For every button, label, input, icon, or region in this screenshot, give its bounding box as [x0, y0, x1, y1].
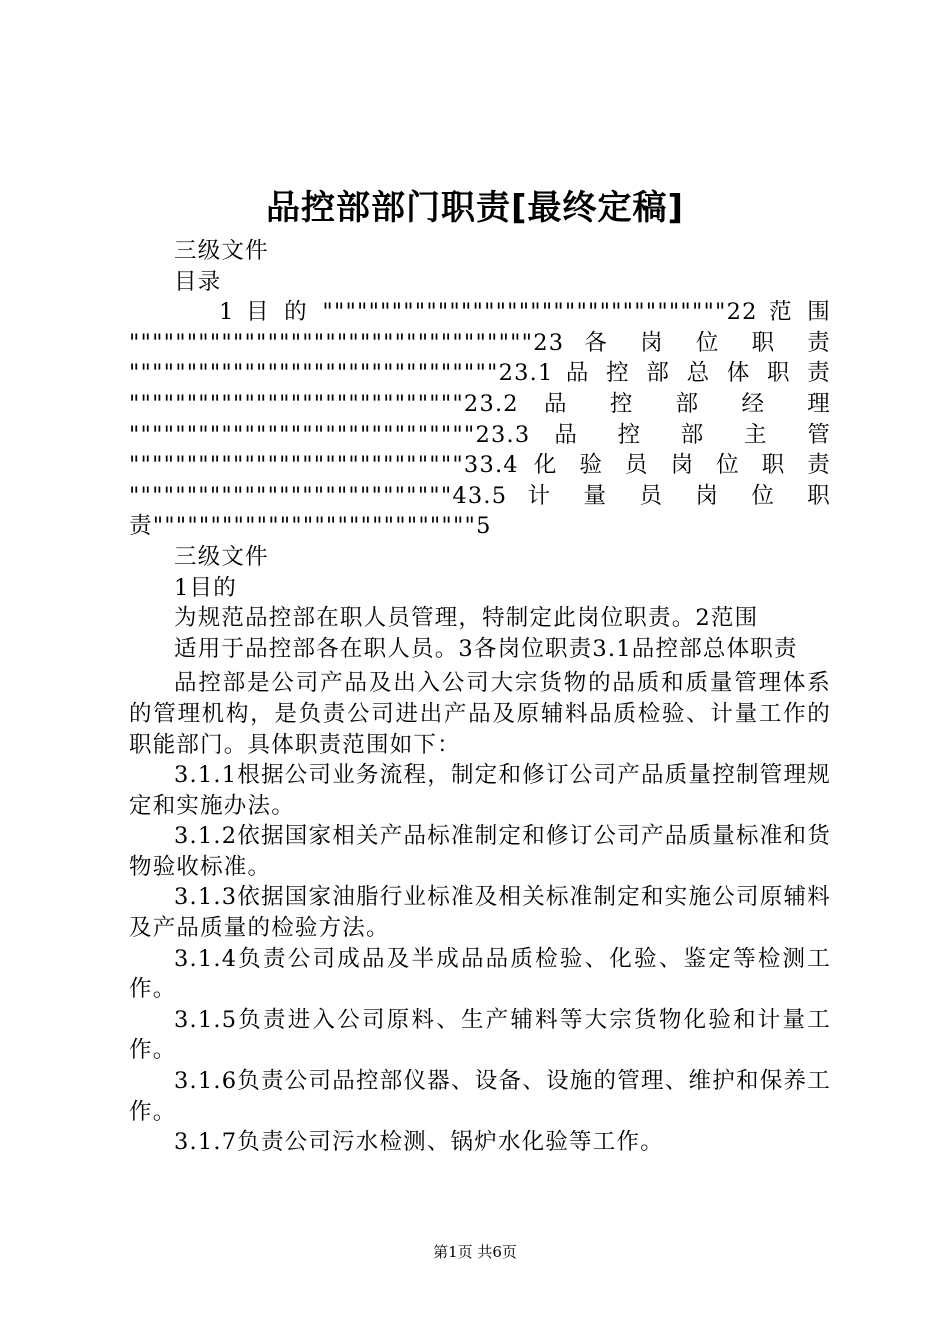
- paragraph-purpose: 为规范品控部在职人员管理，特制定此岗位职责。2范围: [174, 605, 759, 632]
- document-title: 品控部部门职责[最终定稿]: [265, 188, 685, 228]
- clause-3-1-3: 3.1.3依据国家油脂行业标准及相关标准制定和实施公司原辅料及产品质量的检验方法。: [129, 884, 831, 942]
- toc-heading: 目录: [174, 268, 222, 295]
- clause-3-1-1: 3.1.1根据公司业务流程，制定和修订公司产品质量控制管理规定和实施办法。: [129, 762, 831, 819]
- section-heading-purpose: 1目的: [174, 574, 237, 601]
- clause-3-1-6: 3.1.6负责公司品控部仪器、设备、设施的管理、维护和保养工作。: [129, 1068, 831, 1125]
- clause-3-1-2: 3.1.2依据国家相关产品标准制定和修订公司产品质量标准和货物验收标准。: [129, 823, 831, 880]
- table-of-contents: 1 目 的 """""""""""""""""""""""""""""""""""22 范 围 """""""""""""""""""""""""""""""""""23 各 岗 位 职 责 """"""""""""""""""""""""""""""""23.1 品 控 部 总 体 职 责 """""""""""""""""""""""""""""23.2 品 控 部 经 理 """"""""""""""""""""""""""""""23.3 品 控 部 主 管 """""""""""""""""""""""""""""33.4 化 验 员 岗 位 职 责 """"""""""""""""""""""""""""43.5 计 量 员 岗 位 职 责""""""""""""""""""""""""""""5: [129, 299, 831, 540]
- doc-level-label-2: 三级文件: [174, 543, 269, 570]
- clause-3-1-4: 3.1.4负责公司成品及半成品品质检验、化验、鉴定等检测工作。: [129, 945, 831, 1003]
- paragraph-scope: 适用于品控部各在职人员。3各岗位职责3.1品控部总体职责: [174, 635, 798, 662]
- paragraph-overall-duty: 品控部是公司产品及出入公司大宗货物的品质和质量管理体系的管理机构，是负责公司进出产品及原辅料品质检验、计量工作的职能部门。具体职责范围如下：: [129, 670, 831, 758]
- clause-3-1-7: 3.1.7负责公司污水检测、锅炉水化验等工作。: [174, 1129, 664, 1156]
- document-body: [129, 236, 831, 1158]
- clause-3-1-5: 3.1.5负责进入公司原料、生产辅料等大宗货物化验和计量工作。: [129, 1006, 831, 1064]
- page-number-footer: 第1页 共6页: [433, 1243, 517, 1261]
- doc-level-label: 三级文件: [174, 238, 269, 264]
